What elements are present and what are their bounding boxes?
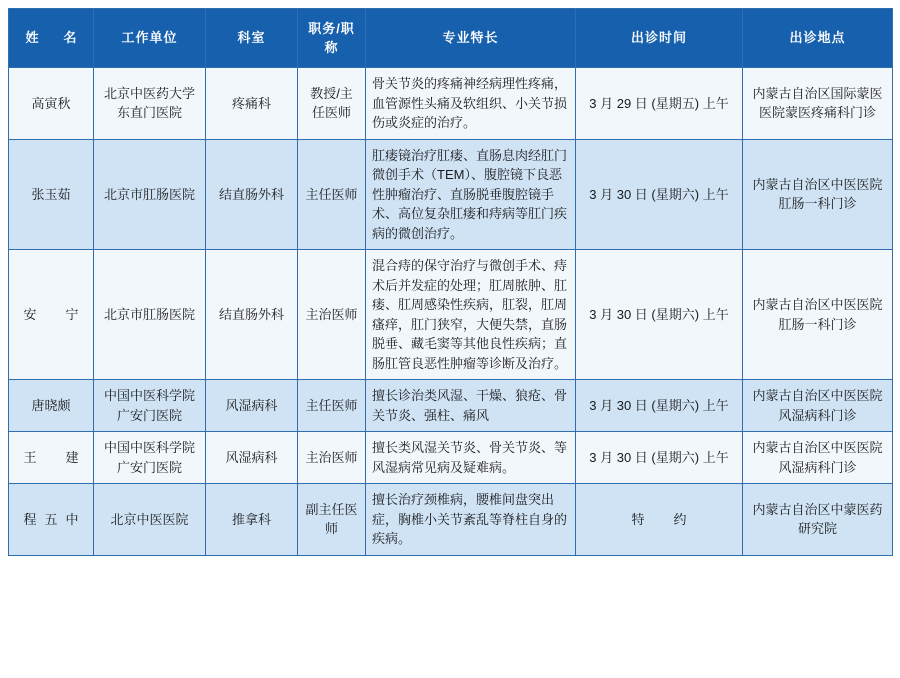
cell-name: 王 建 xyxy=(9,432,94,484)
cell-place: 内蒙古自治区中医医院风湿病科门诊 xyxy=(743,380,893,432)
expert-schedule-table xyxy=(8,8,893,556)
table-row xyxy=(9,432,893,484)
cell-time: 特 约 xyxy=(576,484,743,556)
header-title: 职务/职称 xyxy=(298,9,366,68)
cell-unit: 中国中医科学院广安门医院 xyxy=(94,380,206,432)
cell-dept: 推拿科 xyxy=(206,484,298,556)
table-header xyxy=(9,9,893,68)
cell-expertise: 擅长治疗颈椎病，腰椎间盘突出症，胸椎小关节紊乱等脊柱自身的疾病。 xyxy=(366,484,576,556)
header-unit: 工作单位 xyxy=(94,9,206,68)
cell-dept: 疼痛科 xyxy=(206,68,298,140)
header-time: 出诊时间 xyxy=(576,9,743,68)
cell-name: 高寅秋 xyxy=(9,68,94,140)
cell-place: 内蒙古自治区中蒙医药研究院 xyxy=(743,484,893,556)
cell-unit: 北京市肛肠医院 xyxy=(94,139,206,250)
table-row xyxy=(9,484,893,556)
cell-time: 3 月 29 日 (星期五) 上午 xyxy=(576,68,743,140)
cell-name: 张玉茹 xyxy=(9,139,94,250)
header-name: 姓 名 xyxy=(9,9,94,68)
cell-dept: 结直肠外科 xyxy=(206,139,298,250)
cell-expertise: 肛瘘镜治疗肛瘘、直肠息肉经肛门微创手术（TEM）、腹腔镜下良恶性肿瘤治疗、直肠脱垂腹腔镜手术、高位复杂肛瘘和痔病等肛门疾病的微创治疗。 xyxy=(366,139,576,250)
table-row xyxy=(9,250,893,380)
cell-time: 3 月 30 日 (星期六) 上午 xyxy=(576,250,743,380)
table-row xyxy=(9,68,893,140)
cell-dept: 风湿病科 xyxy=(206,380,298,432)
header-dept: 科室 xyxy=(206,9,298,68)
cell-title: 主任医师 xyxy=(298,139,366,250)
cell-title: 主治医师 xyxy=(298,432,366,484)
table-row xyxy=(9,380,893,432)
header-row xyxy=(9,9,893,68)
cell-unit: 北京中医药大学东直门医院 xyxy=(94,68,206,140)
cell-title: 教授/主任医师 xyxy=(298,68,366,140)
header-place: 出诊地点 xyxy=(743,9,893,68)
cell-title: 副主任医师 xyxy=(298,484,366,556)
cell-time: 3 月 30 日 (星期六) 上午 xyxy=(576,380,743,432)
cell-unit: 北京市肛肠医院 xyxy=(94,250,206,380)
cell-dept: 结直肠外科 xyxy=(206,250,298,380)
cell-expertise: 擅长类风湿关节炎、骨关节炎、等风湿病常见病及疑难病。 xyxy=(366,432,576,484)
cell-title: 主治医师 xyxy=(298,250,366,380)
cell-name: 程五中 xyxy=(9,484,94,556)
cell-time: 3 月 30 日 (星期六) 上午 xyxy=(576,139,743,250)
table-row xyxy=(9,139,893,250)
cell-name: 安 宁 xyxy=(9,250,94,380)
cell-place: 内蒙古自治区中医医院风湿病科门诊 xyxy=(743,432,893,484)
cell-place: 内蒙古自治区中医医院肛肠一科门诊 xyxy=(743,250,893,380)
cell-name: 唐晓颇 xyxy=(9,380,94,432)
cell-unit: 中国中医科学院广安门医院 xyxy=(94,432,206,484)
header-expertise: 专业特长 xyxy=(366,9,576,68)
cell-time: 3 月 30 日 (星期六) 上午 xyxy=(576,432,743,484)
table-body xyxy=(9,68,893,556)
cell-place: 内蒙古自治区国际蒙医医院蒙医疼痛科门诊 xyxy=(743,68,893,140)
cell-expertise: 擅长诊治类风湿、干燥、狼疮、骨关节炎、强柱、痛风 xyxy=(366,380,576,432)
cell-title: 主任医师 xyxy=(298,380,366,432)
cell-unit: 北京中医医院 xyxy=(94,484,206,556)
cell-place: 内蒙古自治区中医医院肛肠一科门诊 xyxy=(743,139,893,250)
cell-expertise: 混合痔的保守治疗与微创手术、痔术后并发症的处理；肛周脓肿、肛瘘、肛周感染性疾病，肛裂，肛周瘙痒，肛门狭窄，大便失禁，直肠脱垂、藏毛窦等其他良性疾病；直肠肛管良恶性肿瘤等诊断及治疗。 xyxy=(366,250,576,380)
cell-dept: 风湿病科 xyxy=(206,432,298,484)
cell-expertise: 骨关节炎的疼痛神经病理性疼痛，血管源性头痛及软组织、小关节损伤或炎症的治疗。 xyxy=(366,68,576,140)
